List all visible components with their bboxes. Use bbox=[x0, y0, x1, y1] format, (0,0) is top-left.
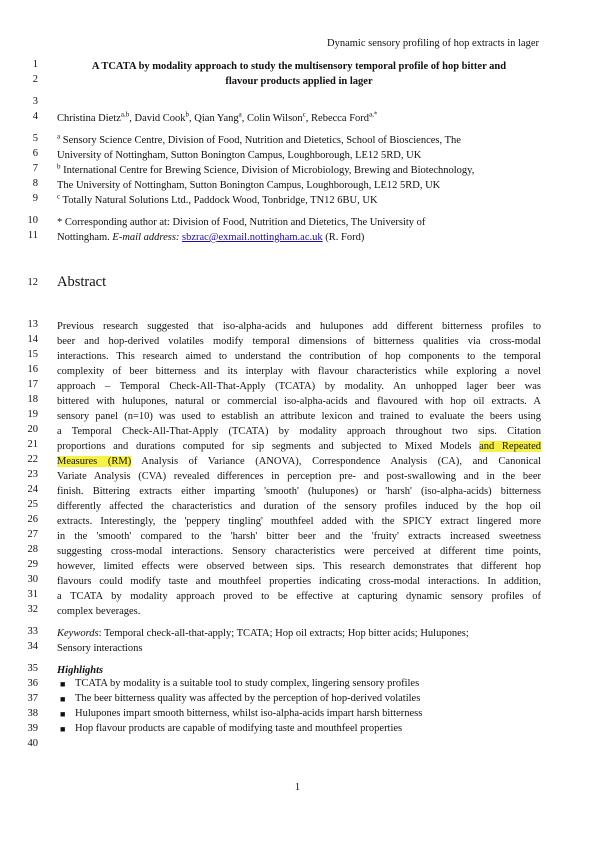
author-affiliation-mark: b bbox=[185, 110, 190, 119]
line-number: 4 bbox=[32, 111, 38, 122]
abstract-heading: Abstract bbox=[57, 274, 107, 290]
line-number: 18 bbox=[27, 394, 38, 405]
line-number: 33 bbox=[27, 626, 38, 637]
affiliation-c: $^c$ Totally Natural Solutions Ltd., Paddock Wood, Tonbridge, TN12 6BU, UK bbox=[57, 192, 378, 206]
line-number: 21 bbox=[27, 439, 38, 450]
line-number: 9 bbox=[32, 193, 38, 204]
author-affiliation-mark: a bbox=[238, 110, 242, 119]
affiliation-b-cont: The University of Nottingham, Sutton Bonington Campus, Loughborough, LE12 5RD, UK bbox=[57, 180, 441, 191]
abstract-line: a Temporal Check-All-That-Apply (TCATA) by modality approach throughout two sips. Citation bbox=[57, 426, 541, 437]
highlight-item: TCATA by modality is a suitable tool to study complex, lingering sensory profiles bbox=[75, 678, 420, 689]
line-number: 38 bbox=[27, 708, 38, 719]
author-affiliation-mark: a,* bbox=[369, 110, 378, 119]
line-number: 35 bbox=[27, 663, 38, 674]
line-number: 39 bbox=[27, 723, 38, 734]
author-list: Christina Dietz$^{a,b}$, David Cook$^b$, Qian Yang$^a$, Colin Wilson$^c$, Rebecca Ford$^{a,*}$ bbox=[57, 110, 378, 124]
line-number: 6 bbox=[32, 148, 38, 159]
line-number: 32 bbox=[27, 604, 38, 615]
line-number: 19 bbox=[27, 409, 38, 420]
line-number: 8 bbox=[32, 178, 38, 189]
abstract-line: sensory panel (n=10) was used to establish an attribute lexicon and trained to evaluate the beers using bbox=[57, 411, 541, 422]
affiliation-a: $^a$ Sensory Science Centre, Division of Food, Nutrition and Dietetics, School of Biosciences, The bbox=[57, 132, 461, 146]
abstract-line: Previous research suggested that iso-alpha-acids and hulupones add different bitterness profiles to bbox=[57, 321, 541, 332]
line-number: 11 bbox=[27, 230, 38, 241]
line-number: 12 bbox=[27, 277, 38, 288]
abstract-line: flavours could modify taste and mouthfeel properties indicating cross-modal interactions. In addition, bbox=[57, 576, 541, 587]
highlights-heading: Highlights bbox=[57, 665, 104, 676]
line-number: 13 bbox=[27, 319, 38, 330]
line-number: 28 bbox=[27, 544, 38, 555]
author-affiliation-mark: a,b bbox=[120, 110, 130, 119]
abstract-line: bittered with hulupones, natural or commercial iso-alpha-acids and flavoured with hop oil extracts. A bbox=[57, 396, 541, 407]
running-head: Dynamic sensory profiling of hop extracts in lager bbox=[327, 38, 539, 49]
corresponding-author: * Corresponding author at: Division of Food, Nutrition and Dietetics, The University of bbox=[57, 217, 426, 228]
bullet-icon: ■ bbox=[60, 679, 66, 689]
line-number: 5 bbox=[32, 133, 38, 144]
line-number: 34 bbox=[27, 641, 38, 652]
abstract-line: complex beverages. bbox=[57, 606, 141, 617]
line-number: 23 bbox=[27, 469, 38, 480]
line-number: 30 bbox=[27, 574, 38, 585]
author-name: Colin Wilson bbox=[246, 113, 303, 124]
line-number: 40 bbox=[27, 738, 38, 749]
author-name: Qian Yang bbox=[194, 113, 239, 124]
line-number: 27 bbox=[27, 529, 38, 540]
affiliation-mark: b bbox=[57, 162, 61, 171]
affiliation-a-cont: University of Nottingham, Sutton Bonington Campus, Loughborough, LE12 5RD, UK bbox=[57, 150, 422, 161]
abstract-line: interactions. This research aimed to understand the contribution of hop components to the temporal bbox=[57, 351, 541, 362]
abstract-line: suggesting cross-modal interactions. Sensory characteristics were perceived at different time points, bbox=[57, 546, 541, 557]
abstract-line: beer and hop-derived volatiles modify temporal dimensions of bitterness qualities via cross-modal bbox=[57, 336, 541, 347]
email-label: E-mail address: bbox=[112, 232, 180, 243]
line-number: 31 bbox=[27, 589, 38, 600]
abstract-line: proportions and durations computed for sip segments and subjected to Mixed Models and Repeated bbox=[57, 441, 541, 452]
line-number: 22 bbox=[27, 454, 38, 465]
abstract-line: approach – Temporal Check-All-That-Apply (TCATA) by modality. An unhopped lager beer was bbox=[57, 381, 541, 392]
abstract-line: extracts. Interestingly, the 'peppery tingling' mouthfeel added with the SPICY extract lingered more bbox=[57, 516, 541, 527]
bullet-icon: ■ bbox=[60, 694, 66, 704]
abstract-line: complexity of beer bitterness and its interplay with flavour characteristics while exploring a novel bbox=[57, 366, 541, 377]
line-number: 24 bbox=[27, 484, 38, 495]
keywords-cont: Sensory interactions bbox=[57, 643, 143, 654]
line-number: 17 bbox=[27, 379, 38, 390]
line-number: 37 bbox=[27, 693, 38, 704]
highlighted-text: Measures (RM) bbox=[57, 456, 132, 467]
abstract-line: Measures (RM) Analysis of Variance (ANOVA), Correspondence Analysis (CA), and Canonical bbox=[57, 456, 541, 467]
line-number: 36 bbox=[27, 678, 38, 689]
affiliation-b: $^b$ International Centre for Brewing Science, Division of Microbiology, Brewing and Biotechnology, bbox=[57, 162, 475, 176]
author-name: David Cook bbox=[134, 113, 186, 124]
email-link[interactable]: sbzrac@exmail.nottingham.ac.uk bbox=[182, 232, 323, 243]
highlight-item: Hulupones impart smooth bitterness, whilst iso-alpha-acids impart harsh bitterness bbox=[75, 708, 423, 719]
abstract-line: finish. Bittering extracts either imparting 'smooth' (hulupones) or 'harsh' (iso-alpha-acids) bitterness bbox=[57, 486, 541, 497]
line-number: 1 bbox=[32, 59, 38, 70]
highlight-item: Hop flavour products are capable of modifying taste and mouthfeel properties bbox=[75, 723, 403, 734]
author-name: Christina Dietz bbox=[57, 113, 121, 124]
author-affiliation-mark: c bbox=[302, 110, 306, 119]
paper-title-line-2: flavour products applied in lager bbox=[225, 76, 373, 87]
line-number: 10 bbox=[27, 215, 38, 226]
line-number: 20 bbox=[27, 424, 38, 435]
abstract-line: a TCATA by modality approach proved to be effective at capturing dynamic sensory profiles of bbox=[57, 591, 541, 602]
line-number: 16 bbox=[27, 364, 38, 375]
affiliation-mark: a bbox=[57, 132, 61, 141]
affiliation-mark: c bbox=[57, 192, 61, 201]
page-number: 1 bbox=[294, 782, 301, 793]
highlighted-text: and Repeated bbox=[479, 441, 541, 452]
line-number: 15 bbox=[27, 349, 38, 360]
line-number: 3 bbox=[32, 96, 38, 107]
bullet-icon: ■ bbox=[60, 724, 66, 734]
author-name: Rebecca Ford bbox=[311, 113, 370, 124]
corresponding-contact: Nottingham. E-mail address: sbzrac@exmail.nottingham.ac.uk (R. Ford) bbox=[57, 232, 365, 243]
abstract-line: differently affected the characteristics and duration of the sensory profiles induced by the hop oil bbox=[57, 501, 541, 512]
paper-title-line-1: A TCATA by modality approach to study the multisensory temporal profile of hop bitter and bbox=[91, 61, 507, 72]
line-number: 2 bbox=[32, 74, 38, 85]
line-number: 29 bbox=[27, 559, 38, 570]
line-number: 14 bbox=[27, 334, 38, 345]
line-number: 26 bbox=[27, 514, 38, 525]
line-number: 7 bbox=[32, 163, 38, 174]
abstract-line: in the 'smooth' compared to the 'harsh' bitter beer and the 'fruity' extracts increased sweetness bbox=[57, 531, 541, 542]
line-number: 25 bbox=[27, 499, 38, 510]
highlight-item: The beer bitterness quality was affected by the perception of hop-derived volatiles bbox=[75, 693, 421, 704]
bullet-icon: ■ bbox=[60, 709, 66, 719]
abstract-line: Variate Analysis (CVA) revealed differences in perception pre- and post-swallowing and in the beer bbox=[57, 471, 541, 482]
keywords-label: Keywords bbox=[57, 628, 99, 639]
keywords: Keywords: Temporal check-all-that-apply; TCATA; Hop oil extracts; Hop bitter acids; Hulupones; bbox=[57, 628, 469, 639]
abstract-line: however, limited effects were observed between sips. This research demonstrates that different hop bbox=[57, 561, 541, 572]
